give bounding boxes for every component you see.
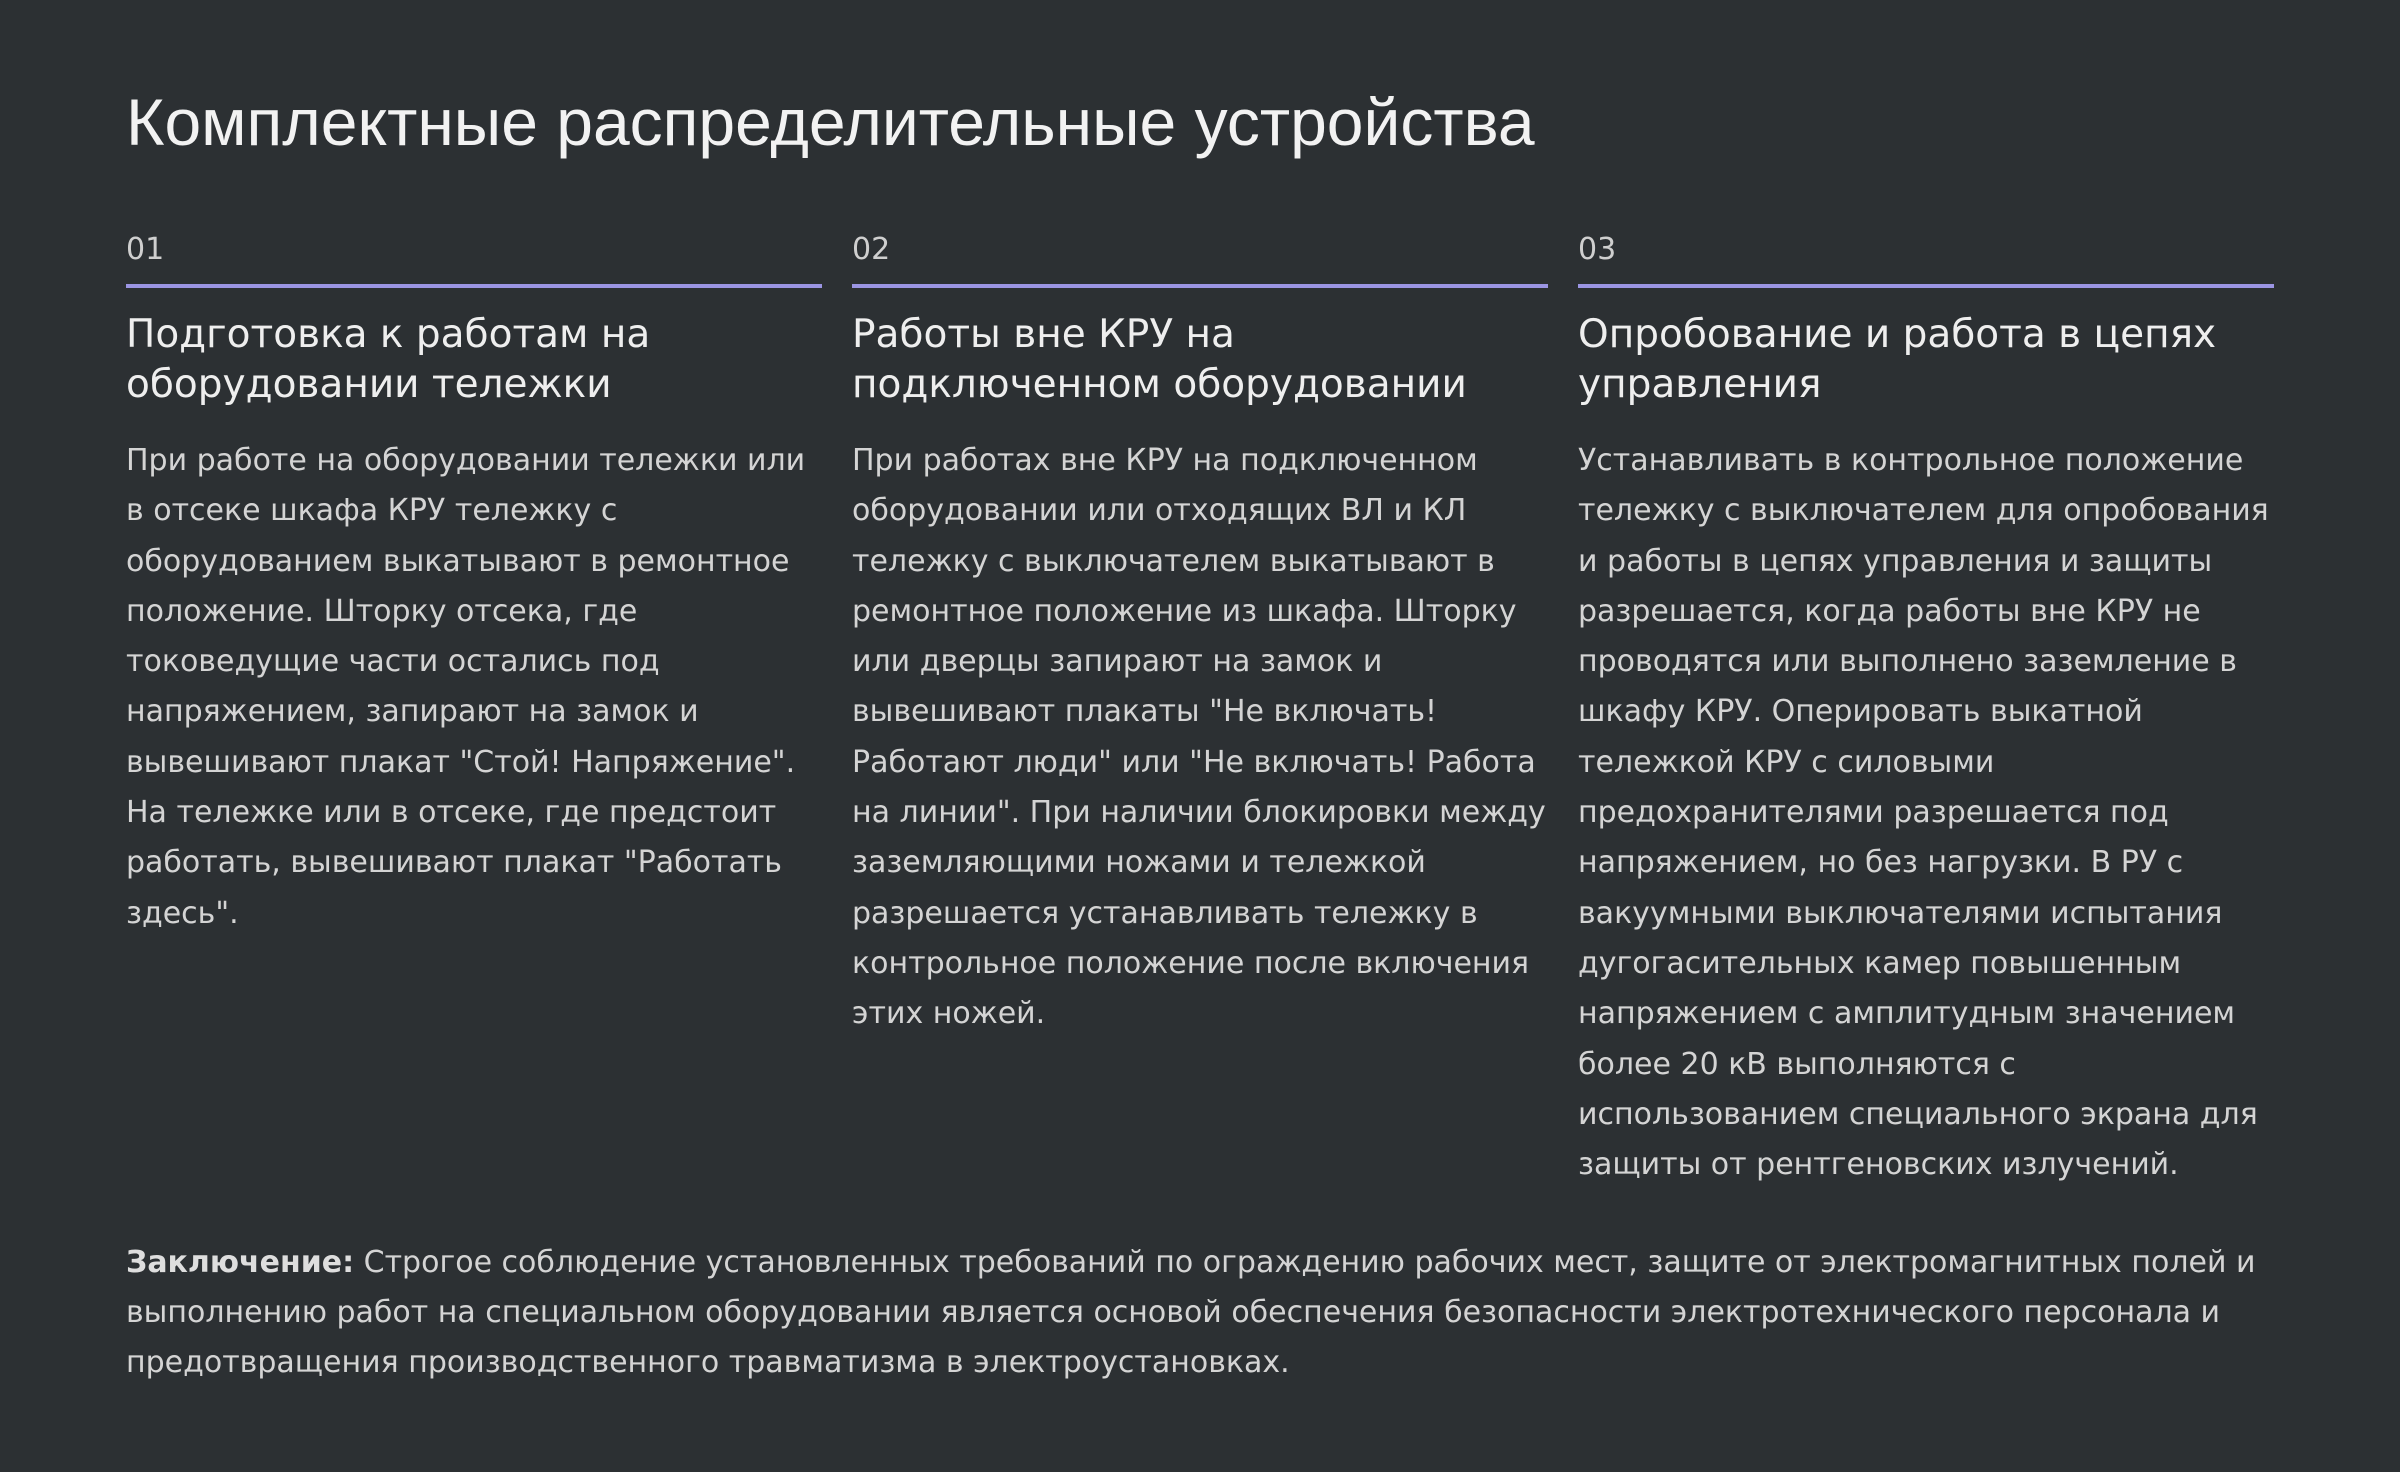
column-number: 03 bbox=[1578, 230, 2274, 288]
conclusion-text: Строгое соблюдение установленных требований по ограждению рабочих мест, защите от электромагнитных полей и выполнению работ на специальном оборудовании является основой обеспечения безопасности электротехнического персонала и предотвращения производственного травматизма в электроустановках. bbox=[126, 1245, 2256, 1380]
column-heading: Работы вне КРУ на подключенном оборудовании bbox=[852, 312, 1467, 407]
columns-section bbox=[126, 230, 2274, 1190]
conclusion-label: Заключение: bbox=[126, 1245, 355, 1280]
column-text: При работе на оборудовании тележки или в отсеке шкафа КРУ тележку с оборудованием выкатывают в ремонтное положение. Шторку отсека, где токоведущие части остались под напряжением, запирают на замок и вывешивают плакат "Стой! Напряжение". На тележке или в отсеке, где предстоит работать, вывешивают плакат "Работать здесь". bbox=[126, 443, 806, 931]
column-text: При работах вне КРУ на подключенном оборудовании или отходящих ВЛ и КЛ тележку с выключателем выкатывают в ремонтное положение из шкафа. Шторку или дверцы запирают на замок и вывешивают плакаты "Не включать! Работают люди" или "Не включать! Работа на линии". При наличии блокировки между заземляющими ножами и тележкой разрешается устанавливать тележку в контрольное положение после включения этих ножей. bbox=[852, 443, 1546, 1032]
column-number: 01 bbox=[126, 230, 822, 288]
column-number: 02 bbox=[852, 230, 1548, 288]
conclusion-paragraph bbox=[126, 1238, 2274, 1388]
column-3 bbox=[1578, 230, 2274, 1190]
column-2 bbox=[852, 230, 1548, 1190]
column-heading: Опробование и работа в цепях управления bbox=[1578, 312, 2217, 407]
page-content bbox=[126, 80, 2274, 1380]
page-title: Комплектные распределительные устройства bbox=[126, 85, 1535, 159]
column-1 bbox=[126, 230, 822, 1190]
column-heading: Подготовка к работам на оборудовании тележки bbox=[126, 312, 651, 407]
column-text: Устанавливать в контрольное положение тележку с выключателем для опробования и работы в цепях управления и защиты разрешается, когда работы вне КРУ не проводятся или выполнено заземление в шкафу КРУ. Оперировать выкатной тележкой КРУ с силовыми предохранителями разрешается под напряжением, но без нагрузки. В РУ с вакуумными выключателями испытания дугогасительных камер повышенным напряжением с амплитудным значением более 20 кВ выполняются с использованием специального экрана для защиты от рентгеновских излучений. bbox=[1578, 443, 2269, 1183]
